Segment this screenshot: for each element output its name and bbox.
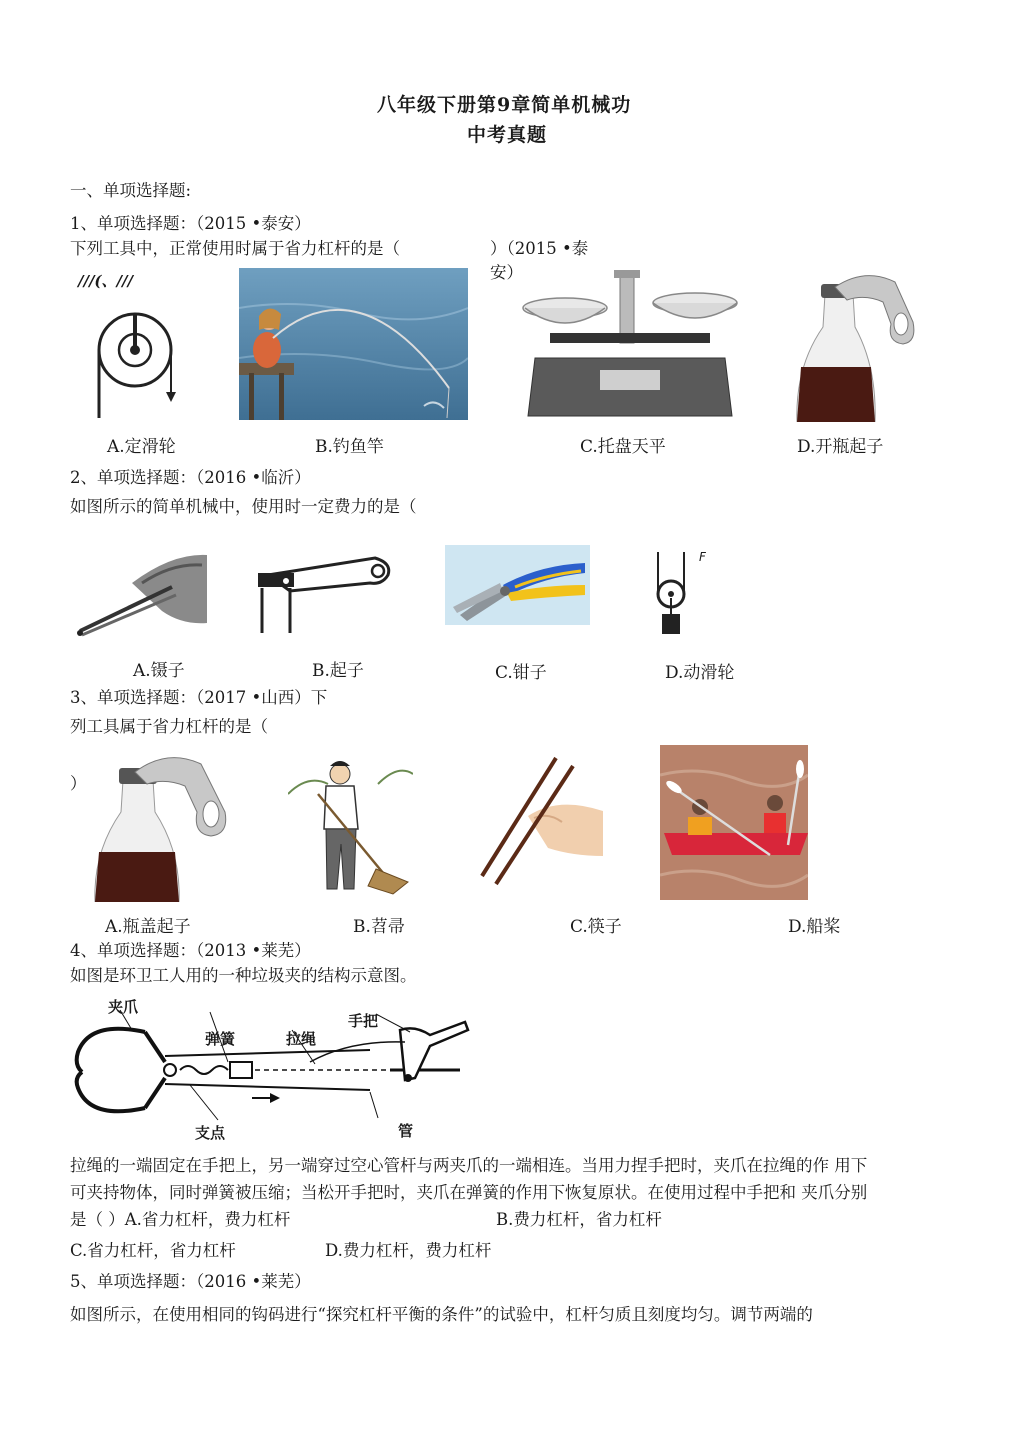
q5-header: 5、单项选择题：（2016 •莱芜） bbox=[70, 1272, 311, 1291]
label-claw: 夹爪 bbox=[108, 998, 139, 1016]
q1-scribble: ///(、/// bbox=[78, 272, 133, 290]
q5-stem: 如图所示，在使用相同的钩码进行“探究杠杆平衡的条件”的试验中，杠杆匀质且刻度均匀。调节两端的 bbox=[70, 1305, 813, 1324]
q2-header: 2、单项选择题：（2016 •临沂） bbox=[70, 468, 311, 487]
q1-stem: 下列工具中，正常使用时属于省力杠杆的是（ bbox=[70, 239, 400, 258]
pliers-image bbox=[445, 545, 590, 625]
section-heading: 一、单项选择题: bbox=[70, 181, 192, 200]
balance-scale-image bbox=[520, 268, 740, 423]
tweezers-image bbox=[72, 553, 207, 639]
q3-header: 3、单项选择题：（2017 •山西）下 bbox=[70, 688, 328, 707]
label-spring: 弹簧 bbox=[205, 1030, 236, 1048]
broom-image bbox=[288, 754, 413, 899]
q4-header: 4、单项选择题：（2013 •莱芜） bbox=[70, 941, 311, 960]
bottle-opener-image bbox=[795, 272, 915, 422]
q3-stem: 列工具属于省力杠杆的是（ bbox=[70, 717, 268, 736]
q1-header: 1、单项选择题：（2015 •泰安） bbox=[70, 214, 311, 233]
q3-stem-tail: ） bbox=[70, 774, 87, 793]
bottle-cap-opener-image bbox=[93, 752, 233, 902]
fishing-rod-image bbox=[239, 268, 468, 420]
page-title: 八年级下册第9章简单机械功 bbox=[377, 94, 632, 116]
q4-body-line-3[interactable]: 是（ ）A.省力杠杆，费力杠杆 bbox=[70, 1210, 291, 1229]
q1-option-c[interactable]: C.托盘天平 bbox=[580, 437, 666, 457]
q4-option-c[interactable]: C.省力杠杆，省力杠杆 bbox=[70, 1241, 236, 1260]
q4-body-line-2: 可夹持物体，同时弹簧被压缩；当松开手把时，夹爪在弹簧的作用下恢复原状。在使用过程中手把和 夹爪分别 bbox=[70, 1183, 868, 1202]
q2-option-a[interactable]: A.镊子 bbox=[133, 661, 185, 681]
label-tube: 管 bbox=[398, 1122, 414, 1140]
q1-stem-tail-2: 安） bbox=[490, 263, 523, 282]
q1-option-a[interactable]: A.定滑轮 bbox=[107, 437, 176, 457]
q4-option-b[interactable]: B.费力杠杆，省力杠杆 bbox=[496, 1210, 662, 1229]
q4-stem: 如图是环卫工人用的一种垃圾夹的结构示意图。 bbox=[70, 966, 417, 985]
q2-option-d[interactable]: D.动滑轮 bbox=[665, 663, 735, 683]
label-rope: 拉绳 bbox=[286, 1030, 317, 1048]
q3-option-c[interactable]: C.筷子 bbox=[570, 917, 622, 937]
q1-option-d[interactable]: D.开瓶起子 bbox=[797, 437, 884, 457]
chopsticks-image bbox=[478, 756, 603, 891]
q3-option-d[interactable]: D.船桨 bbox=[788, 917, 841, 937]
paddle-image bbox=[660, 745, 808, 900]
label-handle: 手把 bbox=[348, 1012, 379, 1030]
q4-body-line-1: 拉绳的一端固定在手把上，另一端穿过空心管杆与两夹爪的一端相连。当用力捏手把时，夹爪在拉绳的作 用下 bbox=[70, 1156, 868, 1175]
q2-option-c[interactable]: C.钳子 bbox=[495, 663, 547, 683]
q2-option-b[interactable]: B.起子 bbox=[312, 661, 364, 681]
opener-diagram-image bbox=[250, 553, 395, 635]
q1-stem-tail-1: ）（2015 •泰 bbox=[490, 239, 589, 258]
q2-stem: 如图所示的简单机械中，使用时一定费力的是（ bbox=[70, 497, 417, 516]
fixed-pulley-image bbox=[90, 300, 190, 425]
q1-option-b[interactable]: B.钓鱼竿 bbox=[315, 437, 384, 457]
q3-option-a[interactable]: A.瓶盖起子 bbox=[105, 917, 191, 937]
force-label: F bbox=[699, 550, 706, 564]
q3-option-b[interactable]: B.苕帚 bbox=[353, 917, 405, 937]
page-subtitle: 中考真题 bbox=[467, 124, 548, 146]
label-pivot: 支点 bbox=[195, 1124, 226, 1142]
q4-option-d[interactable]: D.费力杠杆，费力杠杆 bbox=[325, 1241, 492, 1260]
